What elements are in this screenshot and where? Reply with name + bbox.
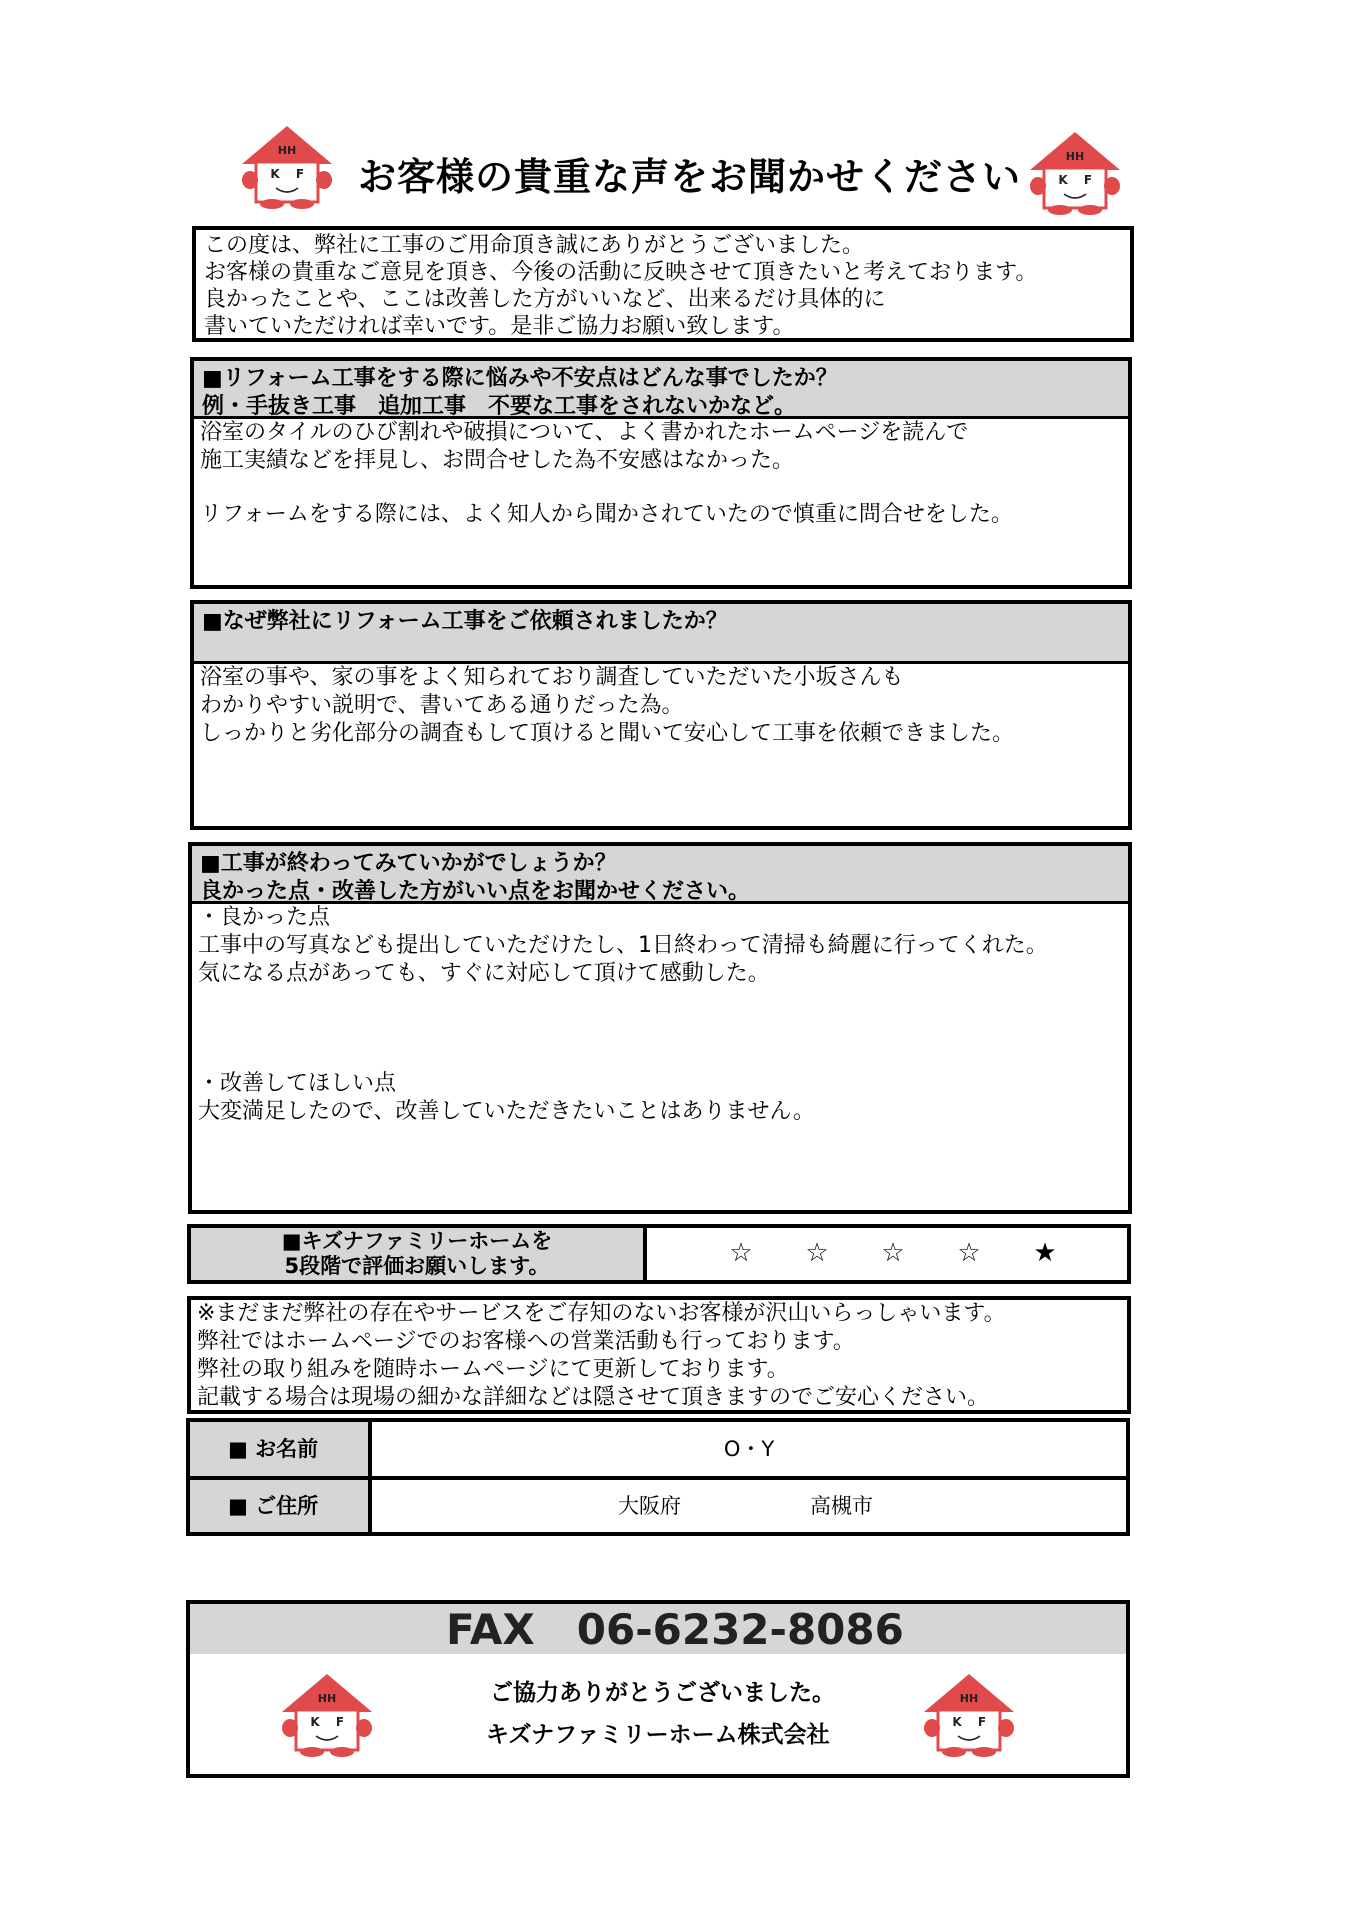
svg-text:F: F (335, 1715, 345, 1729)
good-label: ・良かった点 (198, 905, 331, 930)
question-1-title: ■リフォーム工事をする際に悩みや不安点はどんな事でしたか？ (202, 366, 838, 391)
rating-label: 5段階で評価お願いします。 (284, 1254, 550, 1278)
star-icon[interactable]: ☆ (881, 1238, 905, 1268)
intro-line: この度は、弊社に工事のご用命頂き誠にありがとうございました。 (204, 233, 865, 258)
name-label: ■ お名前 (190, 1422, 372, 1476)
star-icon[interactable]: ★ (1033, 1238, 1057, 1268)
answer-line: 大変満足したので、改善していただきたいことはありません。 (198, 1099, 815, 1124)
svg-text:HH: HH (317, 1692, 337, 1705)
question-2-box (190, 600, 1132, 830)
name-value[interactable]: O・Y (723, 1437, 775, 1461)
fax-number: FAX 06-6232-8086 (446, 1605, 904, 1654)
svg-text:HH: HH (277, 144, 297, 157)
answer-line: 工事中の写真なども提出していただけたし、1日終わって清掃も綺麗に行ってくれた。 (198, 933, 1048, 958)
rating-label: ■キズナファミリーホームを (281, 1229, 553, 1253)
question-3-subtitle: 良かった点・改善した方がいい点をお聞かせください。 (200, 879, 751, 904)
improve-label: ・改善してほしい点 (198, 1071, 397, 1096)
svg-text:F: F (1083, 173, 1093, 187)
svg-text:K: K (270, 167, 280, 181)
rating-box (187, 1224, 1131, 1284)
answer-line: 施工実績などを拝見し、お問合せした為不安感はなかった。 (200, 448, 795, 473)
answer-line: しっかりと劣化部分の調査もして頂けると聞いて安心して工事を依頼できました。 (200, 721, 1015, 746)
page-title: お客様の貴重な声をお聞かせください (358, 155, 1022, 199)
svg-text:F: F (977, 1715, 987, 1729)
question-1-header (194, 361, 1128, 419)
city-value[interactable]: 高槻市 (810, 1494, 873, 1518)
answer-line: 気になる点があっても、すぐに対応して頂けて感動した。 (198, 961, 770, 986)
company-name: キズナファミリーホーム株式会社 (486, 1722, 830, 1748)
answer-line (200, 475, 1013, 501)
thanks-text: ご協力ありがとうございました。 (490, 1680, 835, 1706)
svg-text:K: K (1058, 173, 1068, 187)
answer-line: わかりやすい説明で、書いてある通りだった為。 (200, 693, 684, 718)
answer-line: 浴室のタイルのひび割れや破損について、よく書かれたホームページを読んで (200, 420, 969, 445)
svg-text:HH: HH (1065, 150, 1085, 163)
question-3-box (188, 842, 1132, 1214)
question-2-answer (200, 664, 1014, 748)
svg-text:HH: HH (959, 1692, 979, 1705)
question-1-box (190, 357, 1132, 589)
question-3-header (192, 846, 1128, 904)
question-2-title: ■なぜ弊社にリフォーム工事をご依頼されましたか？ (202, 609, 728, 634)
svg-text:K: K (952, 1715, 962, 1729)
question-2-header (194, 604, 1128, 664)
rating-label-cell (191, 1228, 647, 1280)
question-1-example: 例・手抜き工事 追加工事 不要な工事をされないかなど。 (202, 394, 797, 419)
star-icon[interactable]: ☆ (957, 1238, 981, 1268)
intro-box (192, 226, 1134, 342)
notice-line: ※まだまだ弊社の存在やサービスをご存知のないお客様が沢山いらっしゃいます。 (197, 1301, 1006, 1326)
question-3-title: ■工事が終わってみていかがでしょうか？ (200, 851, 617, 876)
answer-line: 浴室の事や、家の事をよく知られており調査していただいた小坂さんも (200, 665, 904, 690)
star-icon[interactable]: ☆ (805, 1238, 829, 1268)
mascot-logo-icon (240, 124, 334, 210)
svg-text:F: F (295, 167, 305, 181)
customer-info-table (186, 1418, 1130, 1536)
notice-line: 弊社の取り組みを随時ホームページにて更新しております。 (197, 1357, 789, 1382)
notice-line: 記載する場合は現場の細かな詳細などは隠させて頂きますのでご安心ください。 (197, 1385, 990, 1410)
answer-line: リフォームをする際には、よく知人から聞かされていたので慎重に問合せをした。 (200, 502, 1013, 527)
rating-stars (703, 1238, 1083, 1268)
prefecture-value[interactable]: 大阪府 (618, 1494, 681, 1518)
question-1-answer (200, 419, 1013, 529)
intro-line: お客様の貴重なご意見を頂き、今後の活動に反映させて頂きたいと考えております。 (204, 260, 1038, 285)
svg-text:K: K (310, 1715, 320, 1729)
question-3-good (198, 904, 1048, 988)
notice-line: 弊社ではホームページでのお客様への営業活動も行っております。 (197, 1329, 855, 1354)
intro-line: 書いていただければ幸いです。是非ご協力お願い致します。 (204, 314, 795, 339)
intro-line: 良かったことや、ここは改善した方がいいなど、出来るだけ具体的に (204, 287, 886, 312)
address-label: ■ ご住所 (190, 1480, 372, 1532)
notice-box (187, 1296, 1131, 1414)
mascot-logo-icon (922, 1672, 1016, 1758)
question-3-improve (198, 1070, 815, 1126)
star-icon[interactable]: ☆ (729, 1238, 753, 1268)
mascot-logo-icon (1028, 130, 1122, 216)
mascot-logo-icon (280, 1672, 374, 1758)
